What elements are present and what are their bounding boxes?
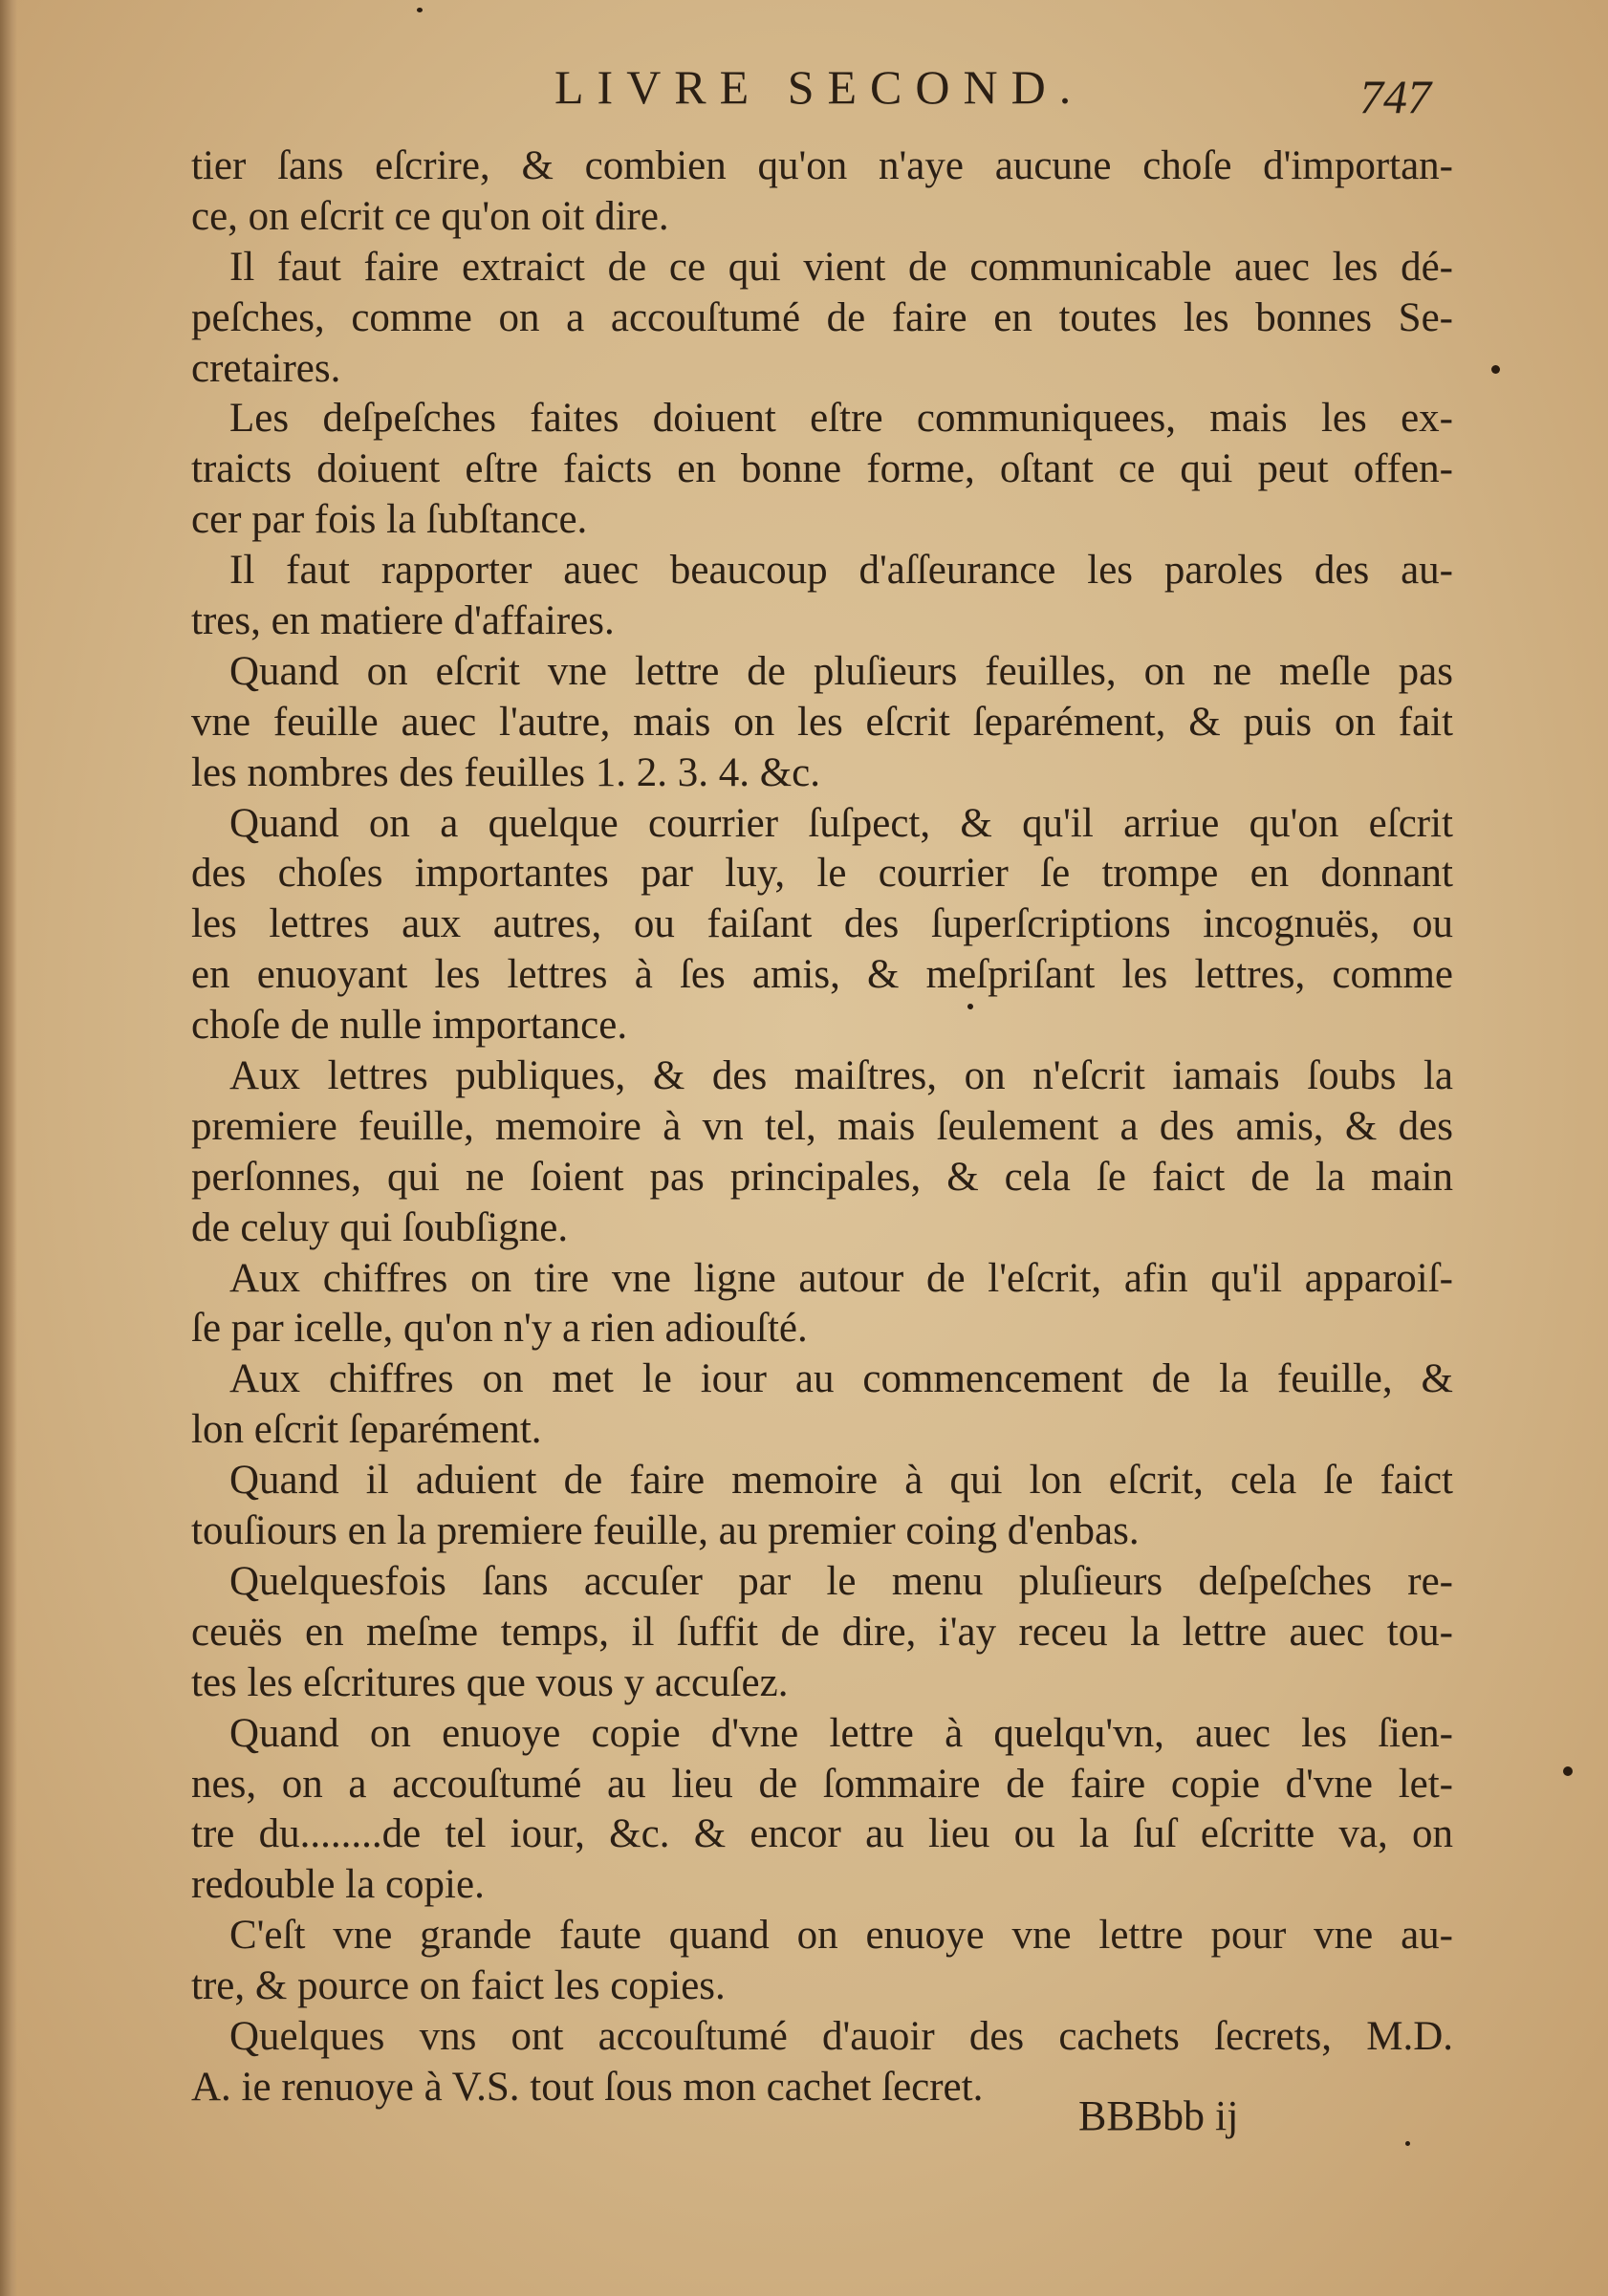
text-line: tre, & pource on faict les copies. xyxy=(191,1963,726,2009)
text-line: perſonnes, qui ne ſoient pas principales, & cela ſe faict de la main xyxy=(191,1154,1453,1200)
text-line: en enuoyant les lettres à ſes amis, & meſpriſant les lettres, comme xyxy=(191,952,1453,998)
text-line: cretaires. xyxy=(191,345,341,391)
text-line: Quand on a quelque courrier ſuſpect, & qu'il arriue qu'on eſcrit xyxy=(229,800,1453,846)
text-line: choſe de nulle importance. xyxy=(191,1003,628,1049)
text-line: tres, en matiere d'affaires. xyxy=(191,598,615,644)
text-line: Il faut rapporter auec beaucoup d'aſſeurance les paroles des au- xyxy=(229,548,1453,594)
ink-spot xyxy=(1563,1766,1573,1776)
text-line: Aux chiffres on met le iour au commencement de la feuille, & xyxy=(229,1356,1453,1402)
text-line: Quand on enuoye copie d'vne lettre à quelqu'vn, auec les ſien- xyxy=(229,1710,1453,1756)
binding-edge xyxy=(0,0,17,2296)
text-line: Il faut faire extraict de ce qui vient de communicable auec les dé- xyxy=(229,244,1453,290)
text-line: ceuës en meſme temps, il ſuffit de dire, i'ay receu la lettre auec tou- xyxy=(191,1609,1453,1655)
text-line: lon eſcrit ſeparément. xyxy=(191,1407,542,1453)
text-line: les lettres aux autres, ou faiſant des ſuperſcriptions incognuës, ou xyxy=(191,901,1453,947)
text-line: des choſes importantes par luy, le courrier ſe trompe en donnant xyxy=(191,851,1453,897)
ink-spot xyxy=(1405,2141,1410,2146)
body-text xyxy=(191,141,1453,2113)
text-line: Quelquesfois ſans accuſer par le menu pluſieurs deſpeſches re- xyxy=(229,1558,1453,1604)
text-line: Les deſpeſches faites doiuent eſtre communiquees, mais les ex- xyxy=(229,396,1453,442)
text-line: tier ſans eſcrire, & combien qu'on n'aye aucune choſe d'importan- xyxy=(191,143,1453,188)
text-line: premiere feuille, memoire à vn tel, mais ſeulement a des amis, & des xyxy=(191,1103,1453,1149)
page-number: 747 xyxy=(1359,70,1431,123)
text-line: Quand il aduient de faire memoire à qui lon eſcrit, cela ſe faict xyxy=(229,1458,1453,1504)
text-line: A. ie renuoye à V.S. tout ſous mon cachet ſecret. xyxy=(191,2064,984,2110)
text-line: ſe par icelle, qu'on n'y a rien adiouſté. xyxy=(191,1306,808,1352)
text-line: touſiours en la premiere feuille, au premier coing d'enbas. xyxy=(191,1508,1140,1554)
text-line: tes les eſcritures que vous y accuſez. xyxy=(191,1659,789,1705)
text-line: Quelques vns ont accouſtumé d'auoir des cachets ſecrets, M.D. xyxy=(229,2013,1453,2059)
text-line: vne feuille auec l'autre, mais on les eſcrit ſeparément, & puis on fait xyxy=(191,699,1453,745)
text-line: Aux lettres publiques, & des maiſtres, on n'eſcrit iamais ſoubs la xyxy=(229,1053,1453,1099)
text-line: traicts doiuent eſtre faicts en bonne forme, oſtant ce qui peut offen- xyxy=(191,446,1453,492)
text-line: peſches, comme on a accouſtumé de faire en toutes les bonnes Se- xyxy=(191,294,1453,340)
running-title: LIVRE SECOND. xyxy=(554,60,1085,114)
text-line: de celuy qui ſoubſigne. xyxy=(191,1204,569,1250)
signature-mark: BBBbb ij xyxy=(1078,2092,1239,2139)
text-line: cer par fois la ſubſtance. xyxy=(191,497,588,543)
text-line: C'eſt vne grande faute quand on enuoye vne lettre pour vne au- xyxy=(229,1913,1453,1959)
text-line: les nombres des feuilles 1. 2. 3. 4. &c. xyxy=(191,749,821,795)
ink-spot xyxy=(417,8,423,12)
text-line: ce, on eſcrit ce qu'on oit dire. xyxy=(191,193,669,239)
text-line: Quand on eſcrit vne lettre de pluſieurs feuilles, on ne meſle pas xyxy=(229,648,1453,694)
text-line: redouble la copie. xyxy=(191,1862,485,1908)
text-line: nes, on a accouſtumé au lieu de ſommaire de faire copie d'vne let- xyxy=(191,1761,1453,1807)
text-line: Aux chiffres on tire vne ligne autour de l'eſcrit, afin qu'il apparoiſ- xyxy=(229,1255,1453,1301)
ink-spot xyxy=(1491,365,1500,374)
text-line: tre du........de tel iour, &c. & encor au lieu ou la ſuſ eſcritte va, on xyxy=(191,1811,1453,1857)
